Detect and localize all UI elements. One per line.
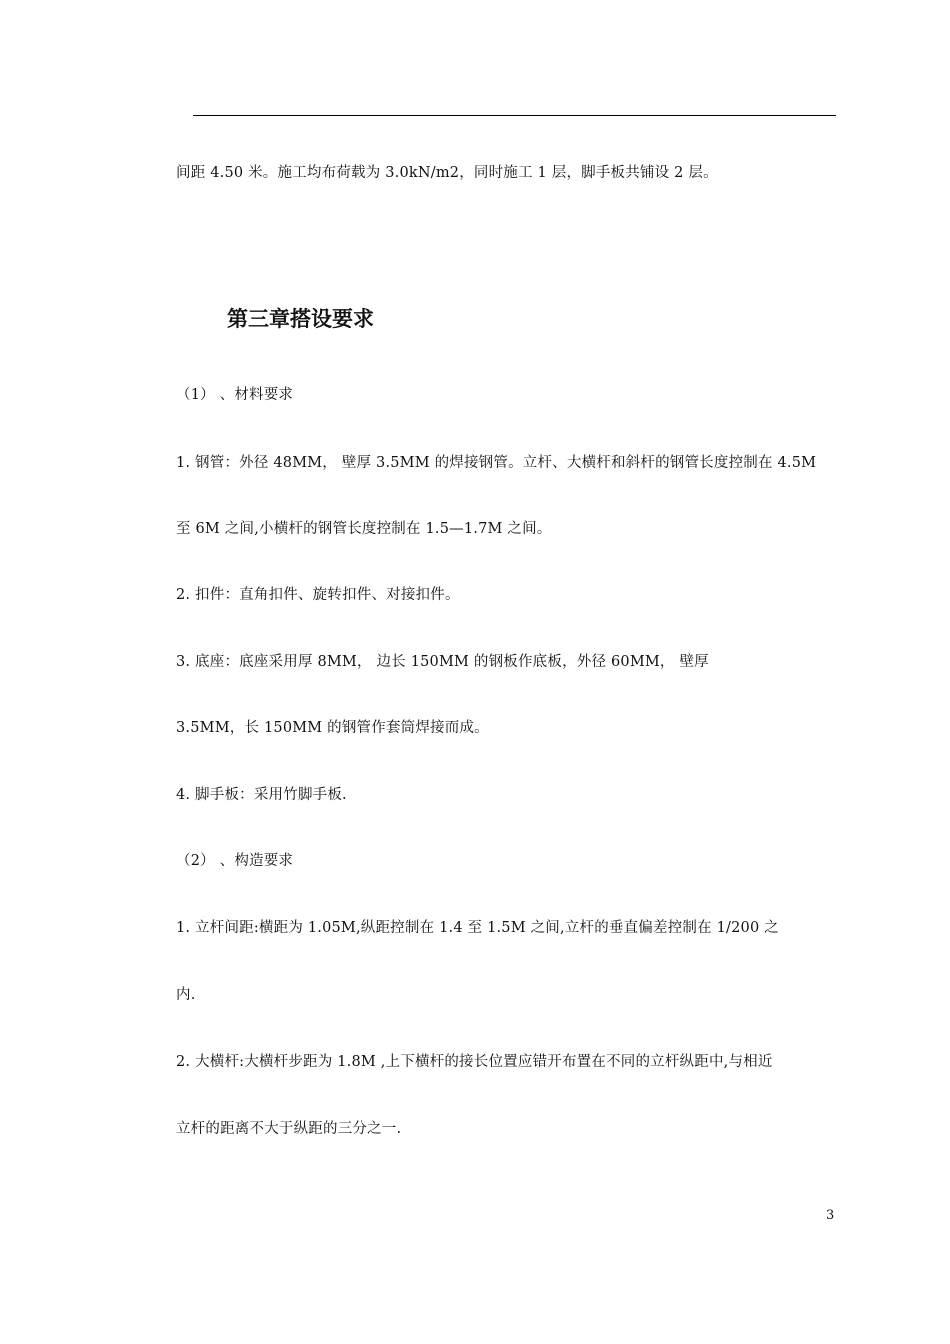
list-item-steel-pipe: 1. 钢管：外径 48MM， 壁厚 3.5MM 的焊接钢管。立杆、大横杆和斜杆的钢管长度控制在 4.5M bbox=[176, 455, 817, 471]
list-item-ledger-continued: 立杆的距离不大于纵距的三分之一. bbox=[176, 1121, 402, 1137]
chapter-title: 第三章搭设要求 bbox=[227, 307, 374, 331]
list-item-scaffold-board: 4. 脚手板：采用竹脚手板. bbox=[176, 787, 347, 803]
list-item-pole-spacing: 1. 立杆间距:横距为 1.05M,纵距控制在 1.4 至 1.5M 之间,立杆的垂直偏差控制在 1/200 之 bbox=[176, 920, 779, 936]
list-item-pole-spacing-continued: 内. bbox=[176, 987, 196, 1003]
list-item-base: 3. 底座：底座采用厚 8MM， 边长 150MM 的钢板作底板，外径 60MM， 壁厚 bbox=[176, 654, 709, 670]
intro-paragraph-line: 间距 4.50 米。施工均布荷载为 3.0kN/m2，同时施工 1 层，脚手板共铺设 2 层。 bbox=[176, 165, 718, 181]
page-number: 3 bbox=[826, 1208, 835, 1223]
list-item-ledger: 2. 大横杆:大横杆步距为 1.8M ,上下横杆的接长位置应错开布置在不同的立杆纵距中,与相近 bbox=[176, 1054, 773, 1070]
list-item-base-continued: 3.5MM，长 150MM 的钢管作套筒焊接而成。 bbox=[176, 720, 489, 736]
section-heading-materials: （1） 、材料要求 bbox=[176, 387, 294, 403]
list-item-steel-pipe-continued: 至 6M 之间,小横杆的钢管长度控制在 1.5—1.7M 之间。 bbox=[176, 521, 552, 537]
header-rule bbox=[193, 115, 836, 116]
list-item-fasteners: 2. 扣件：直角扣件、旋转扣件、对接扣件。 bbox=[176, 587, 460, 603]
section-heading-construction: （2） 、构造要求 bbox=[176, 853, 294, 869]
